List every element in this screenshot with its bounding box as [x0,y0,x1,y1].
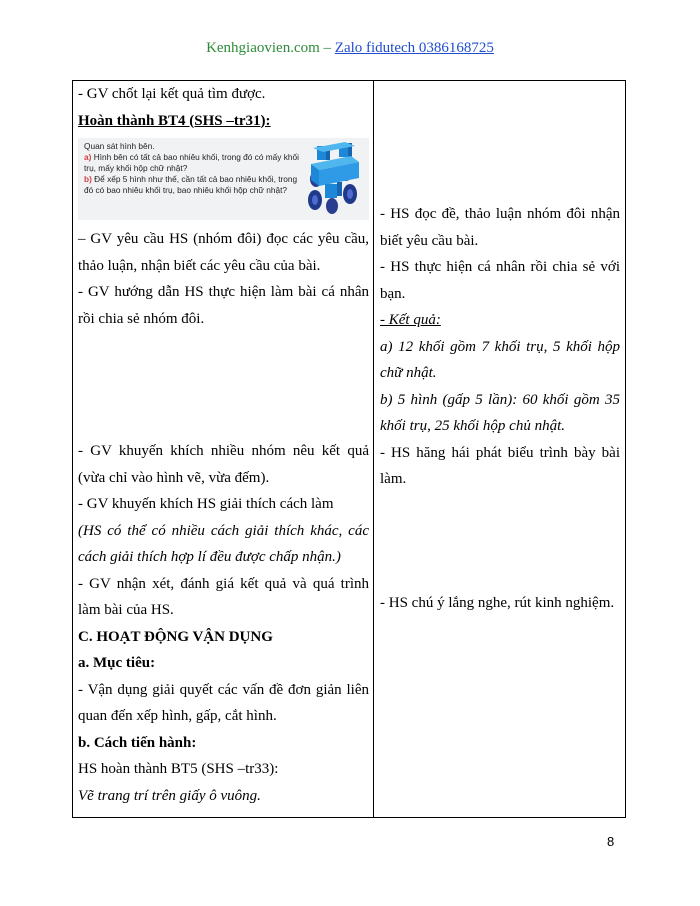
hs-listen: - HS chú ý lắng nghe, rút kinh nghiệm. [380,594,615,611]
block-vehicle-icon [303,140,365,216]
result-b: b) 5 hình (gấp 5 lần): 60 khối gồm 35 khối trụ, 25 khối hộp chủ nhật. [380,391,620,434]
exercise-part-b: b) Để xếp 5 hình như thế, cần tất cả bao nhiêu khối, trong đó có bao nhiêu khối trụ, bao nhiêu khối hộp chữ nhật? [84,174,298,195]
exercise-bt4-image [78,138,369,220]
spacer [380,81,620,201]
header-contact-link[interactable]: Zalo fidutech 0386168725 [334,40,494,56]
hs-read: - HS đọc đề, thảo luận nhóm đôi nhận biết yêu cầu bài. [380,206,620,249]
bt4-heading: Hoàn thành BT4 (SHS –tr31): [78,112,271,129]
procedure-heading: b. Cách tiến hành: [78,734,197,751]
gv-request: – GV yêu cầu HS (nhóm đôi) đọc các yêu cầu, thảo luận, nhận biết các yêu cầu của bài. [78,231,369,274]
exercise-part-a: a) Hình bên có tất cả bao nhiêu khối, trong đó có mấy khối trụ, mấy khối hộp chữ nhật? [84,152,299,173]
section-c-heading: C. HOẠT ĐỘNG VẬN DỤNG [78,628,273,645]
hs-present: - HS hăng hái phát biểu trình bày bài làm. [380,444,620,487]
hs-individual: - HS thực hiện cá nhân rồi chia sẻ với bạn. [380,259,620,302]
gv-encourage-groups: - GV khuyến khích nhiều nhóm nêu kết quả (vừa chỉ vào hình vẽ, vừa đếm). [78,443,369,486]
result-a: a) 12 khối gồm 7 khối trụ, 5 khối hộp chữ nhật. [380,338,620,381]
teacher-column [78,81,369,809]
result-label: - Kết quả: [380,312,441,328]
exercise-text [84,141,299,196]
gv-guide: - GV hướng dẫn HS thực hiện làm bài cá nhân rồi chia sẻ nhóm đôi. [78,284,369,327]
gv-encourage-explain: - GV khuyến khích HS giải thích cách làm [78,496,334,512]
explain-note: (HS có thể có nhiều cách giải thích khác, các cách giải thích hợp lí đều được chấp nhận.) [78,522,369,565]
bt5-instruction: Vẽ trang trí trên giấy ô vuông. [78,787,261,804]
column-divider [373,81,374,817]
page-number: 8 [607,834,615,849]
gv-conclude: - GV chốt lại kết quả tìm được. [78,86,266,102]
exercise-intro: Quan sát hình bên. [84,141,155,151]
spacer [78,332,369,438]
gv-evaluate: - GV nhận xét, đánh giá kết quả và quá trình làm bài của HS. [78,575,369,618]
lesson-table [72,80,626,818]
header-site: Kenhgiaovien.com – [206,40,335,56]
objective-heading: a. Mục tiêu: [78,655,156,671]
student-column [380,81,620,616]
page-header [0,40,700,57]
bt5-task: HS hoàn thành BT5 (SHS –tr33): [78,761,279,777]
objective-text: - Vận dụng giải quyết các vấn đề đơn giản liên quan đến xếp hình, gấp, cắt hình. [78,681,369,724]
spacer [380,493,620,590]
